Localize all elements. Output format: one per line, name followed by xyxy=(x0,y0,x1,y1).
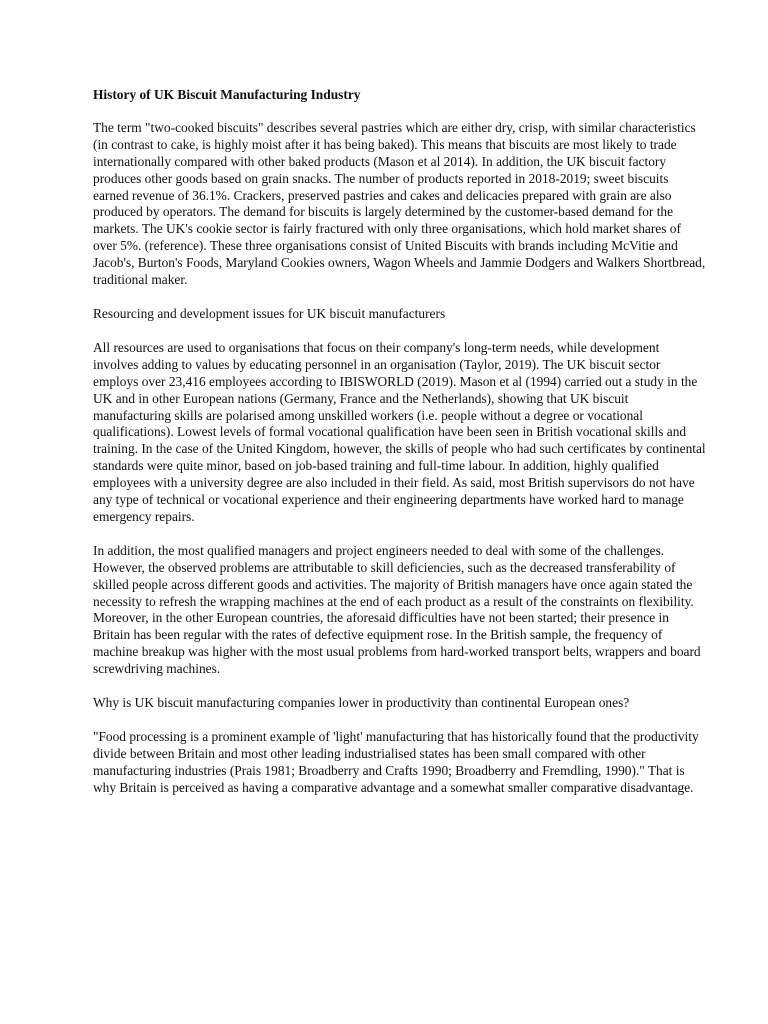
paragraph-quote: "Food processing is a prominent example of 'light' manufacturing that has historically found that the productivity divide between Britain and most other leading industrialised states has been small compared with other manufacturing industries (Prais 1981; Broadberry and Crafts 1990; Broadberry and Fremdling, 1990)." That is why Britain is perceived as having a comparative advantage and a somewhat smaller comparative disadvantage. xyxy=(93,729,699,795)
document-title: History of UK Biscuit Manufacturing Industry xyxy=(93,87,361,102)
section-heading-productivity: Why is UK biscuit manufacturing companies lower in productivity than continental European ones? xyxy=(93,695,630,711)
paragraph-intro: The term "two-cooked biscuits" describes several pastries which are either dry, crisp, with similar characteristics (in contrast to cake, is highly moist after it has being baked). This means that biscuits are most likely to trade internationally compared with other baked products (Mason et al 2014). In addition, the UK biscuit factory produces other goods based on grain snacks. The number of products reported in 2018-2019; sweet biscuits earned revenue of 36.1%. Crackers, preserved pastries and cakes and delicacies prepared with grain are also produced by operators. The demand for biscuits is largely determined by the customer-based demand for the markets. The UK's cookie sector is fairly fractured with only three organisations, which hold market shares of over 5%. (reference). These three organisations consist of United Biscuits with brands including McVitie and Jacob's, Burton's Foods, Maryland Cookies owners, Wagon Wheels and Jammie Dodgers and Walkers Shortbread, traditional maker. xyxy=(93,119,706,288)
document-page xyxy=(93,87,707,814)
paragraph-managers: In addition, the most qualified managers and project engineers needed to deal with some of the challenges. However, the observed problems are attributable to skill deficiencies, such as the decreased transferability of skilled people across different goods and activities. The majority of British managers have once again stated the necessity to refresh the wrapping machines at the end of each product as a result of the constraints on flexibility. Moreover, in the other European countries, the aforesaid difficulties have not been started; their presence in Britain has been regular with the rates of defective equipment rose. In the British sample, the frequency of machine breakup was higher with the most usual problems from hard-worked transport belts, wrappers and board screwdriving machines. xyxy=(93,542,701,677)
paragraph-resources: All resources are used to organisations that focus on their company's long-term needs, while development involves adding to values by educating personnel in an organisation (Taylor, 2019). The UK biscuit sector employs over 23,416 employees according to IBISWORLD (2019). Mason et al (1994) carried out a study in the UK and in other European nations (Germany, France and the Netherlands), showing that UK biscuit manufacturing skills are polarised among unskilled workers (i.e. people without a degree or vocational qualifications). Lowest levels of formal vocational qualification have been seen in British vocational skills and training. In the case of the United Kingdom, however, the skills of people who had such certificates by continental standards were quite minor, based on job-based training and full-time labour. In addition, highly qualified employees with a university degree are also included in their field. As said, most British supervisors do not have any type of technical or vocational experience and their engineering departments have worked hard to manage emergency repairs. xyxy=(93,339,706,524)
section-heading-resourcing: Resourcing and development issues for UK biscuit manufacturers xyxy=(93,305,446,321)
